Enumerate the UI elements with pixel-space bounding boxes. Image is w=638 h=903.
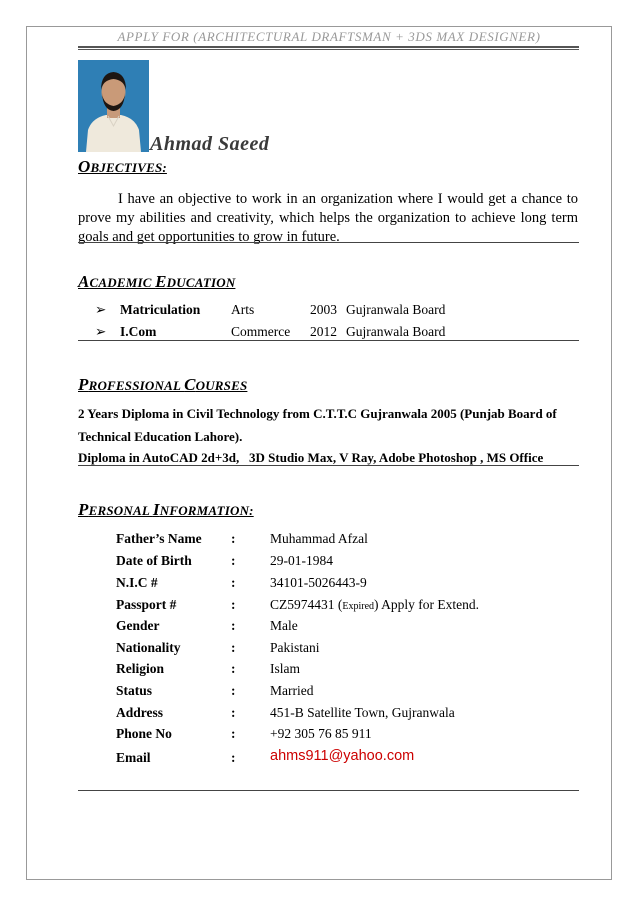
header-rule [78, 46, 579, 50]
info-label: Gender [116, 618, 160, 633]
objectives-heading-rest: BJECTIVES: [90, 160, 167, 175]
courses-rule [78, 465, 579, 466]
courses-heading-cap2: C [184, 375, 196, 394]
info-colon: : [231, 575, 236, 590]
passport-expired: Expired [342, 601, 375, 612]
objectives-text: I have an objective to work in an organization where I would get a chance to prove my abilities and creativity, which helps the organization to achieve long term goals and get opportunities to grow in future. [78, 191, 578, 245]
personal-heading [78, 500, 254, 520]
personal-heading-rest1: ERSONAL [88, 503, 153, 518]
personal-rule [78, 790, 579, 791]
education-board: Gujranwala Board [346, 324, 446, 339]
info-label: Email [116, 750, 151, 765]
personal-heading-cap2: I [152, 500, 160, 519]
info-colon: : [231, 640, 236, 655]
info-value [270, 597, 479, 613]
education-year: 2003 [310, 302, 337, 317]
profile-photo [78, 60, 149, 152]
education-heading-cap1: A [78, 272, 90, 291]
info-colon: : [231, 750, 236, 765]
info-value: 451-B Satellite Town, Gujranwala [270, 705, 455, 720]
education-rule [78, 340, 579, 341]
passport-note: ) Apply for Extend. [374, 597, 480, 612]
info-value: Married [270, 683, 314, 698]
courses-heading-rest2: OURSES [195, 378, 248, 393]
bullet-arrow-icon: ➢ [95, 302, 107, 317]
info-colon: : [231, 531, 236, 546]
person-photo-icon [78, 60, 149, 152]
info-label: Phone No [116, 726, 172, 741]
info-value: Islam [270, 661, 300, 676]
info-value: Male [270, 618, 298, 633]
info-label: Date of Birth [116, 553, 192, 568]
info-colon: : [231, 726, 236, 741]
info-label: Status [116, 683, 153, 698]
info-colon: : [231, 597, 236, 612]
passport-number: CZ5974431 ( [270, 597, 343, 612]
personal-heading-rest2: NFORMATION: [159, 503, 254, 518]
info-colon: : [231, 705, 236, 720]
personal-heading-cap1: P [78, 500, 89, 519]
objectives-heading-cap: O [78, 157, 91, 176]
course-line-3: Diploma in AutoCAD 2d+3d, 3D Studio Max, V Ray, Adobe Photoshop , MS Office [78, 450, 544, 465]
objectives-heading [78, 157, 167, 177]
education-level: I.Com [120, 324, 157, 339]
info-label: Address [116, 705, 164, 720]
education-heading [78, 272, 235, 292]
courses-heading [78, 375, 247, 395]
info-label: Nationality [116, 640, 181, 655]
info-value: 34101-5026443-9 [270, 575, 367, 590]
bullet-arrow-icon: ➢ [95, 324, 107, 339]
info-label: Father’s Name [116, 531, 202, 546]
header-title: APPLY FOR (ARCHITECTURAL DRAFTSMAN + 3DS MAX DESIGNER) [117, 29, 541, 44]
education-level: Matriculation [120, 302, 201, 317]
courses-heading-rest1: ROFESSIONAL [88, 378, 185, 393]
email-link[interactable]: ahms911@yahoo.com [270, 748, 415, 764]
info-value: Muhammad Afzal [270, 531, 368, 546]
info-value: 29-01-1984 [270, 553, 333, 568]
education-field: Commerce [231, 324, 291, 339]
course-line-2: Technical Education Lahore). [78, 429, 243, 444]
info-colon: : [231, 683, 236, 698]
info-label: Passport # [116, 597, 177, 612]
info-label: Religion [116, 661, 165, 676]
applicant-name: Ahmad Saeed [150, 133, 270, 155]
education-year: 2012 [310, 324, 337, 339]
info-label: N.I.C # [116, 575, 158, 590]
info-colon: : [231, 553, 236, 568]
info-colon: : [231, 661, 236, 676]
education-board: Gujranwala Board [346, 302, 446, 317]
info-colon: : [231, 618, 236, 633]
education-field: Arts [231, 302, 255, 317]
courses-heading-cap1: P [78, 375, 89, 394]
education-heading-cap2: E [155, 272, 167, 291]
objectives-rule [78, 242, 579, 243]
info-value: +92 305 76 85 911 [270, 726, 372, 741]
course-line-1: 2 Years Diploma in Civil Technology from C.T.T.C Gujranwala 2005 (Punjab Board of [78, 406, 557, 421]
info-value: Pakistani [270, 640, 320, 655]
education-heading-rest1: CADEMIC [89, 275, 156, 290]
education-heading-rest2: DUCATION [166, 275, 236, 290]
